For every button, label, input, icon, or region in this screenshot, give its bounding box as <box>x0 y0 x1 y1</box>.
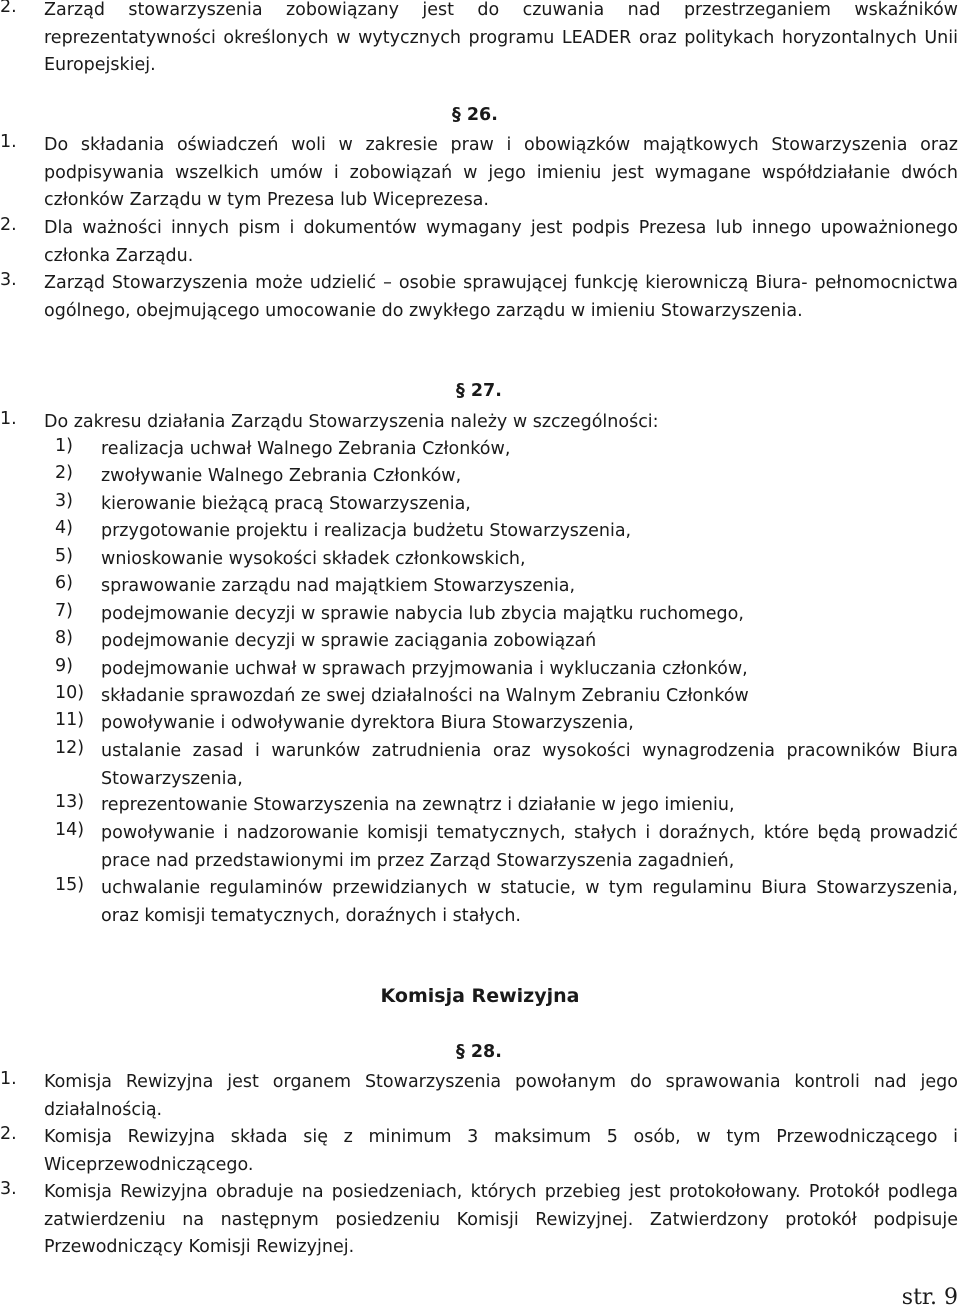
item-text: Do zakresu działania Zarządu Stowarzyszenia należy w szczególności: <box>44 412 659 432</box>
item-number: 2. <box>0 0 17 17</box>
item-number: 3. <box>0 270 17 290</box>
item-number: 3. <box>0 1179 17 1199</box>
list-number: 12) <box>55 738 85 758</box>
item-number: 1. <box>0 409 17 429</box>
list-text: ustalanie zasad i warunków zatrudnienia oraz wysokości wynagrodzenia pracowników Biura Stowarzyszenia, <box>101 741 958 789</box>
list-number: 8) <box>55 628 73 648</box>
list-text: składanie sprawozdań ze swej działalności na Walnym Zebraniu Członków <box>101 686 749 706</box>
list-text: podejmowanie decyzji w sprawie zaciągania zobowiązań <box>101 631 597 651</box>
item-text: Zarząd Stowarzyszenia może udzielić – osobie sprawującej funkcję kierowniczą Biura- pełnomocnictwa ogólnego, obejmującego umocowanie do zwykłego zarządu w imieniu Stowarzyszenia. <box>44 273 958 321</box>
list-text: powoływanie i nadzorowanie komisji tematycznych, stałych i doraźnych, które będą prowadzić prace nad przedstawionymi im przez Zarząd Stowarzyszenia zagadnień, <box>101 823 958 871</box>
list-number: 11) <box>55 710 85 730</box>
list-text: podejmowanie decyzji w sprawie nabycia lub zbycia majątku ruchomego, <box>101 604 744 624</box>
section-heading: Komisja Rewizyjna <box>380 985 580 1007</box>
item-number: 1. <box>0 1069 17 1089</box>
list-text: uchwalanie regulaminów przewidzianych w statucie, w tym regulaminu Biura Stowarzyszenia, oraz komisji tematycznych, doraźnych i stałych. <box>101 878 958 926</box>
item-text: Dla ważności innych pism i dokumentów wymagany jest podpis Prezesa lub innego upoważnionego członka Zarządu. <box>44 218 958 266</box>
paragraph-title-28: § 28. <box>456 1042 502 1062</box>
list-text: wnioskowanie wysokości składek członkowskich, <box>101 549 526 569</box>
item-number: 2. <box>0 1124 17 1144</box>
list-number: 5) <box>55 546 73 566</box>
item-text: Komisja Rewizyjna jest organem Stowarzyszenia powołanym do sprawowania kontroli nad jego działalnością. <box>44 1072 958 1120</box>
list-number: 15) <box>55 875 85 895</box>
item-text: Zarząd stowarzyszenia zobowiązany jest do czuwania nad przestrzeganiem wskaźników reprezentatywności określonych w wytycznych programu LEADER oraz politykach horyzontalnych Unii Europejskiej. <box>44 0 958 75</box>
list-text: reprezentowanie Stowarzyszenia na zewnątrz i działanie w jego imieniu, <box>101 795 735 815</box>
list-number: 4) <box>55 518 73 538</box>
item-text: Komisja Rewizyjna składa się z minimum 3 maksimum 5 osób, w tym Przewodniczącego i Wiceprzewodniczącego. <box>44 1127 958 1175</box>
list-number: 13) <box>55 792 85 812</box>
item-number: 2. <box>0 215 17 235</box>
item-number: 1. <box>0 132 17 152</box>
list-number: 10) <box>55 683 85 703</box>
list-number: 6) <box>55 573 73 593</box>
list-number: 7) <box>55 601 73 621</box>
list-text: kierowanie bieżącą pracą Stowarzyszenia, <box>101 494 471 514</box>
list-text: podejmowanie uchwał w sprawach przyjmowania i wykluczania członków, <box>101 659 748 679</box>
list-text: sprawowanie zarządu nad majątkiem Stowarzyszenia, <box>101 576 576 596</box>
list-text: zwoływanie Walnego Zebrania Członków, <box>101 466 462 486</box>
list-text: realizacja uchwał Walnego Zebrania Członków, <box>101 439 511 459</box>
item-text: Komisja Rewizyjna obraduje na posiedzeniach, których przebieg jest protokołowany. Protokół podlega zatwierdzeniu na następnym posiedzeniu Komisji Rewizyjnej. Zatwierdzony protokół podpisuje Przewodniczący Komisji Rewizyjnej. <box>44 1182 958 1257</box>
list-number: 14) <box>55 820 85 840</box>
paragraph-title-26: § 26. <box>452 105 498 125</box>
item-text: Do składania oświadczeń woli w zakresie praw i obowiązków majątkowych Stowarzyszenia oraz podpisywania wszelkich umów i zobowiązań w jego imieniu jest wymagane współdziałanie dwóch członków Zarządu w tym Prezesa lub Wiceprezesa. <box>44 135 958 210</box>
page-number: str. 9 <box>901 1285 958 1310</box>
list-text: przygotowanie projektu i realizacja budżetu Stowarzyszenia, <box>101 521 632 541</box>
paragraph-title-27: § 27. <box>456 381 502 401</box>
list-text: powoływanie i odwoływanie dyrektora Biura Stowarzyszenia, <box>101 713 634 733</box>
list-number: 3) <box>55 491 73 511</box>
list-number: 2) <box>55 463 73 483</box>
list-number: 9) <box>55 656 73 676</box>
list-number: 1) <box>55 436 73 456</box>
